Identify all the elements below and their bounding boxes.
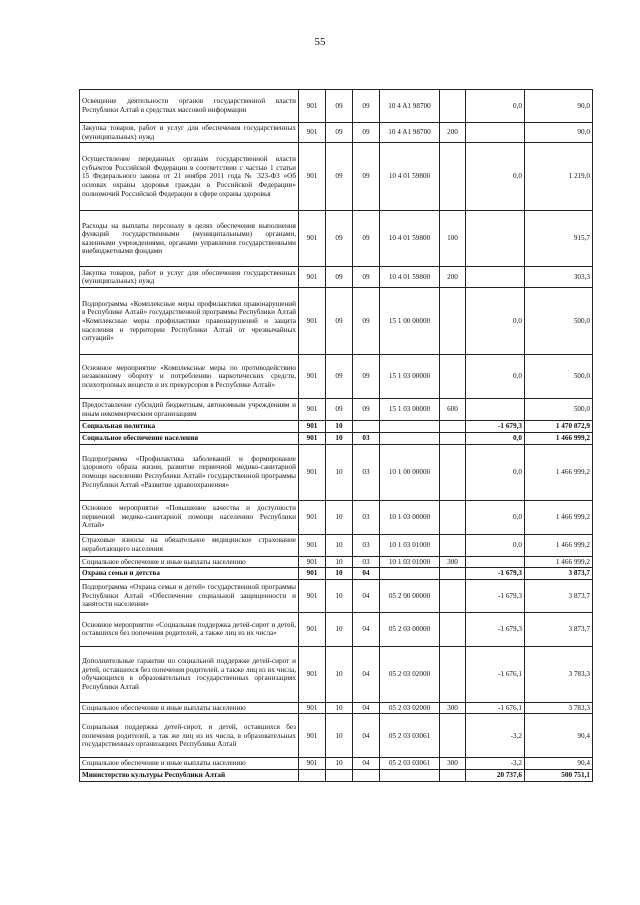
row-total-amount: 1 466 999,2 (525, 444, 593, 500)
row-change-amount: 0,0 (466, 432, 525, 444)
row-expense-type-code (440, 355, 466, 399)
row-change-amount: 0,0 (466, 143, 525, 211)
row-name: Осуществление переданных органам государственной власти субъектов Российской Федерации в соответствии с частью 1 статьи 15 Федерального закона от 21 ноября 2011 года № 323-ФЗ «Об основах охраны здоровья граждан в Российской Федерации» полномочий Российской Федерации в сфере охраны здоровья (80, 143, 299, 211)
row-name: Основное мероприятие «Повышение качества и доступности первичной медико-санитарной помощи населению Республики Алтай» (80, 500, 299, 534)
row-section-code: 10 (326, 758, 353, 770)
row-gov-code: 901 (299, 646, 326, 702)
table-row (80, 288, 593, 355)
row-target-article-code: 05 2 03 02000 (380, 702, 440, 714)
row-total-amount: 500 751,1 (525, 770, 593, 782)
row-name: Подпрограмма «Комплексные меры профилактики правонарушений в Республике Алтай» государственной программы Республики Алтай «Комплексные меры профилактики правонарушений и защита населения и территории Республики Алтай от чрезвычайных ситуаций» (80, 288, 299, 355)
row-target-article-code: 10 4 01 59800 (380, 143, 440, 211)
row-expense-type-code (440, 288, 466, 355)
row-gov-code: 901 (299, 421, 326, 433)
row-expense-type-code (440, 90, 466, 123)
row-subsection-code: 03 (353, 432, 380, 444)
table-row (80, 143, 593, 211)
row-change-amount: 0,0 (466, 288, 525, 355)
row-target-article-code: 05 2 03 03061 (380, 714, 440, 758)
row-expense-type-code: 300 (440, 702, 466, 714)
row-gov-code: 901 (299, 90, 326, 123)
row-target-article-code: 15 1 00 00000 (380, 288, 440, 355)
row-section-code (326, 770, 353, 782)
row-name: Социальное обеспечение и иные выплаты населению (80, 758, 299, 770)
row-section-code: 10 (326, 612, 353, 646)
row-gov-code: 901 (299, 432, 326, 444)
row-gov-code: 901 (299, 612, 326, 646)
row-section-code: 09 (326, 90, 353, 123)
table-row (80, 500, 593, 534)
row-gov-code: 901 (299, 534, 326, 556)
row-gov-code: 901 (299, 143, 326, 211)
row-gov-code: 901 (299, 714, 326, 758)
row-total-amount: 1 466 999,2 (525, 534, 593, 556)
row-target-article-code: 10 1 03 01000 (380, 556, 440, 568)
row-target-article-code: 10 4 01 59800 (380, 211, 440, 267)
row-target-article-code: 10 1 00 00000 (380, 444, 440, 500)
row-gov-code: 901 (299, 702, 326, 714)
table-row (80, 579, 593, 612)
row-name: Закупка товаров, работ и услуг для обеспечения государственных (муниципальных) нужд (80, 267, 299, 288)
row-target-article-code: 05 2 03 00000 (380, 612, 440, 646)
row-section-code: 10 (326, 646, 353, 702)
row-section-code: 09 (326, 288, 353, 355)
row-change-amount: 20 737,6 (466, 770, 525, 782)
table-row (80, 714, 593, 758)
row-expense-type-code: 200 (440, 123, 466, 143)
row-change-amount: -1 679,3 (466, 579, 525, 612)
row-name: Освещение деятельности органов государственной власти Республики Алтай в средствах массовой информации (80, 90, 299, 123)
row-total-amount: 3 873,7 (525, 568, 593, 580)
row-subsection-code: 04 (353, 758, 380, 770)
row-total-amount: 500,0 (525, 355, 593, 399)
row-section-code: 10 (326, 702, 353, 714)
row-expense-type-code (440, 444, 466, 500)
table-row (80, 421, 593, 433)
row-name: Подпрограмма «Охрана семьи и детей» государственной программы Республики Алтай «Обеспечение социальной защищенности и занятости населения» (80, 579, 299, 612)
row-target-article-code: 10 1 03 00000 (380, 500, 440, 534)
row-section-code: 10 (326, 579, 353, 612)
table-row (80, 399, 593, 421)
row-expense-type-code (440, 646, 466, 702)
row-total-amount: 1 466 999,2 (525, 432, 593, 444)
row-gov-code: 901 (299, 267, 326, 288)
row-gov-code: 901 (299, 579, 326, 612)
row-target-article-code (380, 432, 440, 444)
row-gov-code: 901 (299, 568, 326, 580)
row-change-amount: -1 679,3 (466, 612, 525, 646)
row-target-article-code: 05 2 00 00000 (380, 579, 440, 612)
table-row (80, 534, 593, 556)
row-subsection-code: 09 (353, 288, 380, 355)
row-subsection-code: 03 (353, 444, 380, 500)
row-name: Социальное обеспечение и иные выплаты населению (80, 556, 299, 568)
row-section-code: 10 (326, 432, 353, 444)
table-row (80, 568, 593, 580)
row-change-amount: -1 679,3 (466, 568, 525, 580)
row-total-amount: 500,0 (525, 288, 593, 355)
row-subsection-code: 09 (353, 355, 380, 399)
row-subsection-code: 09 (353, 143, 380, 211)
table-row (80, 211, 593, 267)
row-total-amount: 3 873,7 (525, 612, 593, 646)
row-name: Охрана семьи и детства (80, 568, 299, 580)
row-subsection-code: 04 (353, 714, 380, 758)
row-expense-type-code: 300 (440, 556, 466, 568)
row-total-amount: 90,4 (525, 758, 593, 770)
row-change-amount (466, 211, 525, 267)
table-row (80, 123, 593, 143)
row-expense-type-code: 300 (440, 758, 466, 770)
row-change-amount: 0,0 (466, 500, 525, 534)
row-name: Предоставление субсидий бюджетным, автономным учреждениям и иным некоммерческим организациям (80, 399, 299, 421)
row-expense-type-code (440, 568, 466, 580)
row-section-code: 10 (326, 500, 353, 534)
row-name: Социальная поддержка детей-сирот, и детей, оставшихся без попечения родителей, а так же лиц из их числа, в образовательных государственных организациях Республики Алтай (80, 714, 299, 758)
row-total-amount: 90,0 (525, 90, 593, 123)
row-subsection-code: 09 (353, 90, 380, 123)
row-gov-code: 901 (299, 444, 326, 500)
page-number: 55 (314, 36, 326, 48)
row-gov-code: 901 (299, 556, 326, 568)
row-target-article-code (380, 421, 440, 433)
row-section-code: 10 (326, 534, 353, 556)
row-change-amount (466, 399, 525, 421)
row-expense-type-code (440, 500, 466, 534)
row-change-amount: 0,0 (466, 444, 525, 500)
row-section-code: 09 (326, 123, 353, 143)
table-row (80, 556, 593, 568)
row-section-code: 10 (326, 444, 353, 500)
row-expense-type-code (440, 534, 466, 556)
row-change-amount: 0,0 (466, 355, 525, 399)
row-expense-type-code (440, 612, 466, 646)
row-change-amount (466, 267, 525, 288)
row-change-amount (466, 556, 525, 568)
row-gov-code: 901 (299, 500, 326, 534)
table-row (80, 444, 593, 500)
row-gov-code (299, 770, 326, 782)
row-section-code: 10 (326, 421, 353, 433)
table-row (80, 758, 593, 770)
row-subsection-code (353, 770, 380, 782)
row-section-code: 09 (326, 267, 353, 288)
row-section-code: 09 (326, 399, 353, 421)
row-change-amount (466, 123, 525, 143)
row-total-amount: 3 783,3 (525, 702, 593, 714)
row-target-article-code: 05 2 03 03061 (380, 758, 440, 770)
row-name: Министерство культуры Республики Алтай (80, 770, 299, 782)
row-section-code: 10 (326, 568, 353, 580)
row-gov-code: 901 (299, 399, 326, 421)
row-subsection-code: 09 (353, 267, 380, 288)
row-name: Основное мероприятие «Комплексные меры по противодействию незаконному обороту и потреблению наркотических средств, психотропных веществ и их прекурсоров в Республике Алтай» (80, 355, 299, 399)
table-row (80, 612, 593, 646)
row-expense-type-code: 200 (440, 267, 466, 288)
row-subsection-code (353, 421, 380, 433)
table-row (80, 702, 593, 714)
row-total-amount: 500,0 (525, 399, 593, 421)
row-gov-code: 901 (299, 288, 326, 355)
row-subsection-code: 04 (353, 612, 380, 646)
row-total-amount: 90,0 (525, 123, 593, 143)
row-total-amount: 1 219,0 (525, 143, 593, 211)
row-change-amount: -1 676,1 (466, 646, 525, 702)
row-expense-type-code (440, 714, 466, 758)
row-expense-type-code (440, 143, 466, 211)
table-row (80, 770, 593, 782)
row-subsection-code: 09 (353, 211, 380, 267)
row-expense-type-code (440, 432, 466, 444)
row-name: Основное мероприятие «Социальная поддержка детей-сирот и детей, оставшихся без попечения родителей, а также лиц из их числа» (80, 612, 299, 646)
row-name: Расходы на выплаты персоналу в целях обеспечения выполнения функций государственными (муниципальными) органами, казенными учреждениями, органами управления государственными внебюджетными фондами (80, 211, 299, 267)
row-subsection-code: 04 (353, 646, 380, 702)
row-total-amount: 915,7 (525, 211, 593, 267)
table-row (80, 355, 593, 399)
row-subsection-code: 04 (353, 579, 380, 612)
row-name: Подпрограмма «Профилактика заболеваний и формирование здорового образа жизни, развитие первичной медико-санитарной помощи населению Республики Алтай» государственной программы Республики Алтай «Развитие здравоохранения» (80, 444, 299, 500)
row-gov-code: 901 (299, 211, 326, 267)
row-subsection-code: 04 (353, 568, 380, 580)
row-name: Социальное обеспечение населения (80, 432, 299, 444)
row-subsection-code: 03 (353, 500, 380, 534)
row-gov-code: 901 (299, 758, 326, 770)
row-total-amount: 90,4 (525, 714, 593, 758)
table-row (80, 432, 593, 444)
row-section-code: 10 (326, 556, 353, 568)
row-gov-code: 901 (299, 123, 326, 143)
row-section-code: 09 (326, 143, 353, 211)
row-change-amount: -1 676,1 (466, 702, 525, 714)
row-change-amount: -1 679,3 (466, 421, 525, 433)
row-subsection-code: 04 (353, 702, 380, 714)
row-change-amount: -3,2 (466, 758, 525, 770)
row-expense-type-code: 100 (440, 211, 466, 267)
budget-table (79, 89, 593, 782)
row-target-article-code (380, 568, 440, 580)
row-gov-code: 901 (299, 355, 326, 399)
row-total-amount: 1 466 999,2 (525, 556, 593, 568)
row-total-amount: 3 783,3 (525, 646, 593, 702)
row-section-code: 09 (326, 211, 353, 267)
row-target-article-code: 05 2 03 02000 (380, 646, 440, 702)
row-section-code: 10 (326, 714, 353, 758)
row-expense-type-code: 600 (440, 399, 466, 421)
row-subsection-code: 09 (353, 123, 380, 143)
row-name: Страховые взносы на обязательное медицинское страхование неработающего населения (80, 534, 299, 556)
row-target-article-code: 15 1 03 00000 (380, 399, 440, 421)
table-row (80, 90, 593, 123)
row-target-article-code: 10 4 A1 98700 (380, 90, 440, 123)
row-total-amount: 1 466 999,2 (525, 500, 593, 534)
row-total-amount: 1 470 872,9 (525, 421, 593, 433)
row-expense-type-code (440, 579, 466, 612)
row-target-article-code (380, 770, 440, 782)
row-target-article-code: 10 4 A1 98700 (380, 123, 440, 143)
row-target-article-code: 10 1 03 01000 (380, 534, 440, 556)
budget-table-body (80, 90, 593, 782)
row-target-article-code: 15 1 03 00000 (380, 355, 440, 399)
row-total-amount: 303,3 (525, 267, 593, 288)
row-expense-type-code (440, 421, 466, 433)
row-change-amount: -3,2 (466, 714, 525, 758)
row-total-amount: 3 873,7 (525, 579, 593, 612)
row-change-amount: 0,0 (466, 90, 525, 123)
table-row (80, 267, 593, 288)
row-name: Дополнительные гарантии по социальной поддержке детей-сирот и детей, оставшихся без попечения родителей, а также лиц из их числа, обучающихся в образовательных государственных организациях Республики Алтай (80, 646, 299, 702)
row-name: Социальное обеспечение и иные выплаты населению (80, 702, 299, 714)
row-expense-type-code (440, 770, 466, 782)
row-subsection-code: 03 (353, 556, 380, 568)
row-subsection-code: 03 (353, 534, 380, 556)
row-subsection-code: 09 (353, 399, 380, 421)
table-row (80, 646, 593, 702)
row-change-amount: 0,0 (466, 534, 525, 556)
row-section-code: 09 (326, 355, 353, 399)
row-name: Социальная политика (80, 421, 299, 433)
row-target-article-code: 10 4 01 59800 (380, 267, 440, 288)
row-name: Закупка товаров, работ и услуг для обеспечения государственных (муниципальных) нужд (80, 123, 299, 143)
